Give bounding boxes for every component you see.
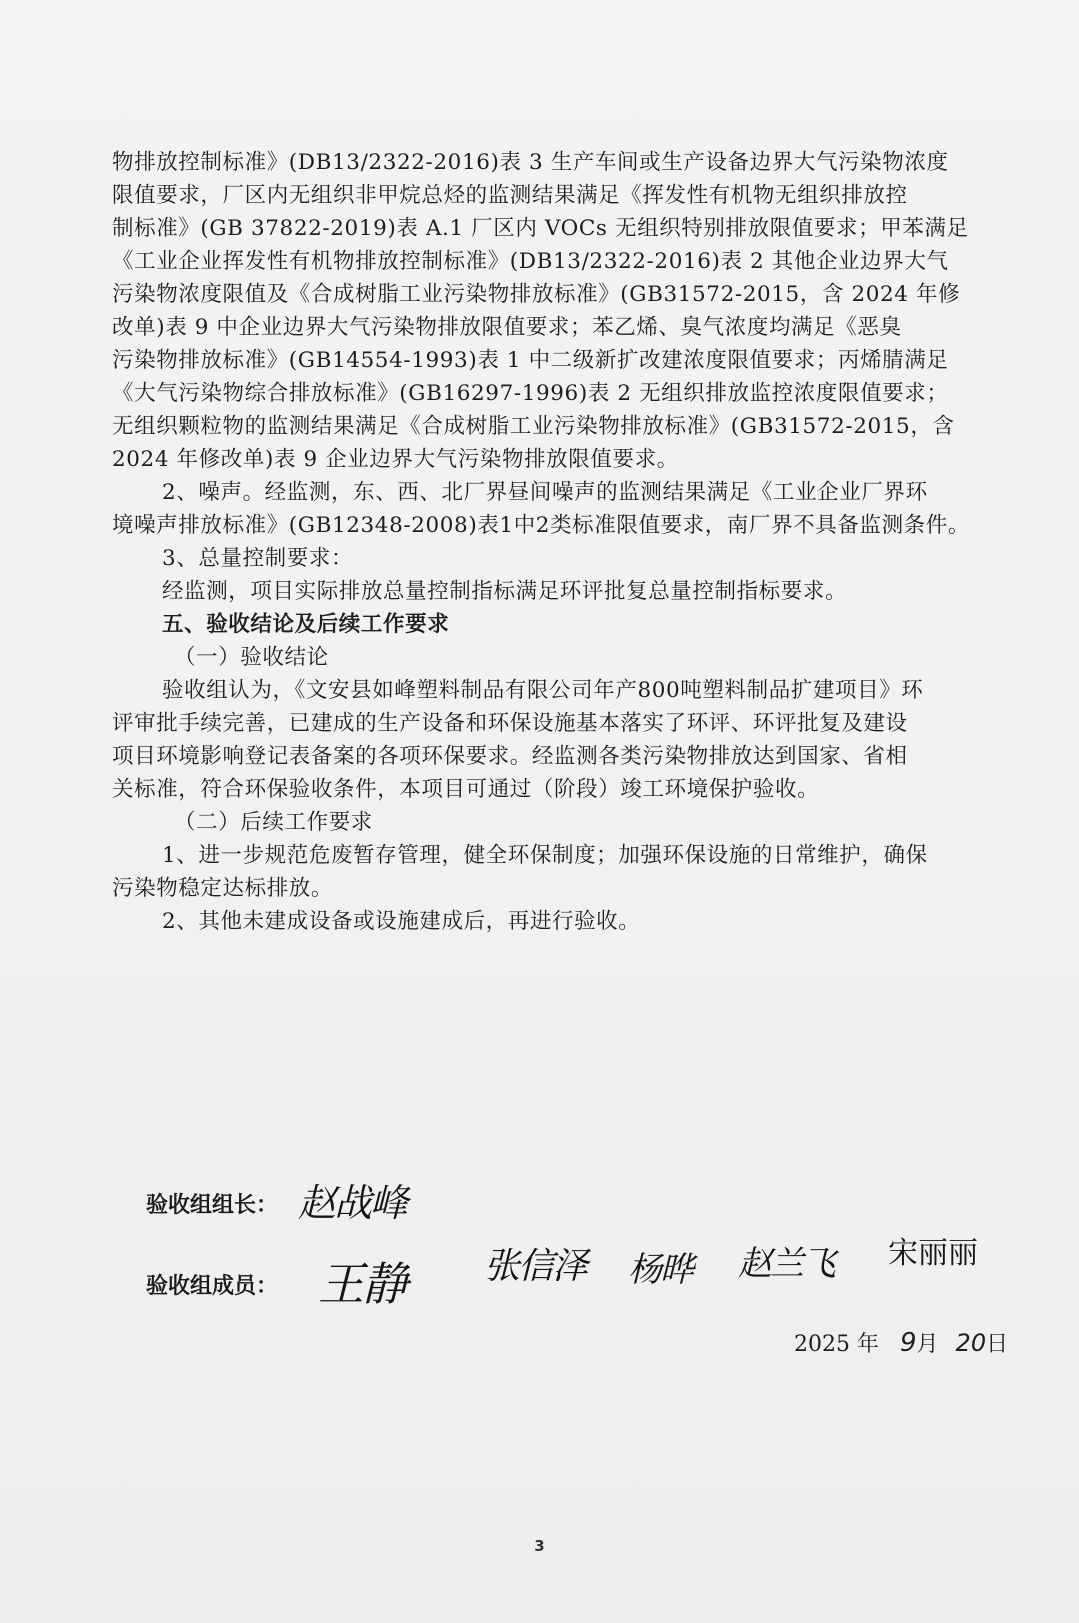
members-label: 验收组成员： (146, 1273, 279, 1299)
text-line: 污染物浓度限值及《合成树脂工业污染物排放标准》(GB31572-2015，含 2024 年修 (112, 282, 961, 307)
text-line: 限值要求，厂区内无组织非甲烷总烃的监测结果满足《挥发性有机物无组织排放控 (112, 183, 908, 208)
subsection-heading: （二）后续工作要求 (174, 810, 373, 835)
section-heading: 五、验收结论及后续工作要求 (162, 612, 450, 637)
date-day-handwritten: 20 (955, 1329, 987, 1357)
body-text (112, 146, 990, 938)
total-control-heading: 3、总量控制要求： (162, 546, 354, 571)
member-signature: 张信泽 (484, 1246, 587, 1287)
member-signature: 王静 (318, 1257, 406, 1311)
text-line: 制标准》(GB 37822-2019)表 A.1 厂区内 VOCs 无组织特别排放限值要求；甲苯满足 (112, 216, 969, 241)
member-signature: 宋丽丽 (888, 1236, 978, 1271)
member-signature: 杨晔 (628, 1250, 692, 1290)
noise-paragraph: 2、噪声。经监测，东、西、北厂界昼间噪声的监测结果满足《工业企业厂界环 (162, 480, 928, 505)
date-month-handwritten: 9 (899, 1328, 917, 1358)
text-line: 评审批手续完善，已建成的生产设备和环保设施基本落实了环评、环评批复及建设 (112, 711, 908, 736)
text-line: 污染物排放标准》(GB14554-1993)表 1 中二级新扩改建浓度限值要求；丙烯腈满足 (112, 348, 949, 373)
subsection-heading: （一）验收结论 (174, 645, 329, 670)
text-line: 境噪声排放标准》(GB12348-2008)表1中2类标准限值要求，南厂界不具备监测条件。 (112, 513, 970, 538)
text-line: 项目环境影响登记表备案的各项环保要求。经监测各类污染物排放达到国家、省相 (112, 744, 908, 769)
followup-item: 2、其他未建成设备或设施建成后，再进行验收。 (162, 909, 641, 934)
page-number: 3 (534, 1537, 545, 1555)
text-line: 《工业企业挥发性有机物排放控制标准》(DB13/2322-2016)表 2 其他企业边界大气 (112, 249, 949, 274)
date-day-label: 日 (986, 1332, 1009, 1357)
date-year: 2025 年 (794, 1332, 879, 1357)
followup-item: 1、进一步规范危废暂存管理，健全环保制度；加强环保设施的日常维护，确保 (162, 843, 928, 868)
text-line: 《大气污染物综合排放标准》(GB16297-1996)表 2 无组织排放监控浓度限值要求； (112, 381, 949, 406)
signing-date (794, 1327, 1008, 1358)
text-line: 物排放控制标准》(DB13/2322-2016)表 3 生产车间或生产设备边界大气污染物浓度 (112, 150, 949, 175)
text-line: 无组织颗粒物的监测结果满足《合成树脂工业污染物排放标准》(GB31572-2015，含 (112, 414, 955, 439)
member-signature: 赵兰飞 (738, 1244, 834, 1284)
text-line: 改单)表 9 中企业边界大气污染物排放限值要求；苯乙烯、臭气浓度均满足《恶臭 (112, 315, 902, 340)
text-line: 关标准，符合环保验收条件，本项目可通过（阶段）竣工环境保护验收。 (112, 777, 820, 802)
date-month-label: 月 (916, 1332, 939, 1357)
text-line: 2024 年修改单)表 9 企业边界大气污染物排放限值要求。 (112, 447, 679, 472)
text-line: 污染物稳定达标排放。 (112, 876, 334, 901)
text-line: 经监测，项目实际排放总量控制指标满足环评批复总量控制指标要求。 (162, 579, 848, 604)
leader-label: 验收组组长： (146, 1192, 279, 1218)
leader-signature: 赵战峰 (298, 1181, 407, 1225)
conclusion-paragraph: 验收组认为，《文安县如峰塑料制品有限公司年产800吨塑料制品扩建项目》环 (162, 678, 924, 703)
